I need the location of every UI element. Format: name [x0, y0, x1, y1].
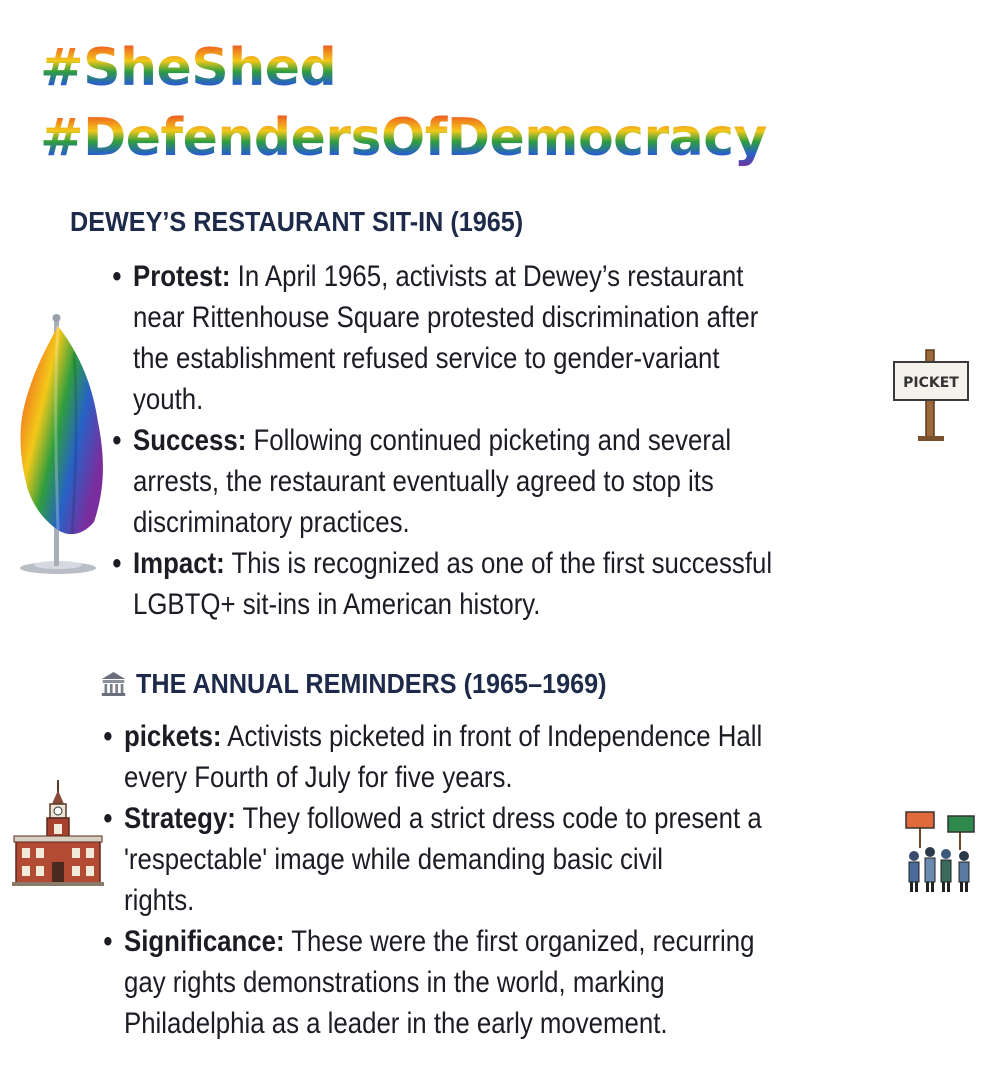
- annual-reminders-bullet-list: [103, 716, 992, 1044]
- bullet-text: rights.: [124, 884, 195, 917]
- section-heading-deweys: DEWEY’S RESTAURANT SIT-IN (1965): [70, 206, 524, 237]
- bullet-text: the establishment refused service to gender-variant: [133, 342, 720, 375]
- bullet-text: LGBTQ+ sit-ins in American history.: [133, 588, 541, 621]
- section-heading-annual-reminders: [100, 668, 607, 700]
- list-item: • Impact: This is recognized as one of the first successful LGBTQ+ sit-ins in American history.: [112, 547, 773, 621]
- bullet-label: Strategy:: [124, 802, 236, 835]
- bullet-text: These were the first organized, recurring: [284, 925, 755, 958]
- bullet-text: Philadelphia as a leader in the early movement.: [124, 1007, 668, 1040]
- bullet-text: This is recognized as one of the first successful: [224, 547, 773, 580]
- bullet-text: youth.: [133, 383, 204, 416]
- picket-sign-text: PICKET: [903, 375, 959, 391]
- rainbow-flag-icon: [14, 312, 114, 580]
- bullet-label: Protest:: [133, 260, 231, 293]
- bullet-text: In April 1965, activists at Dewey’s restaurant: [230, 260, 744, 293]
- bullet-text: discriminatory practices.: [133, 506, 410, 539]
- bullet-text: Activists picketed in front of Independence Hall: [221, 720, 763, 753]
- bullet-label: pickets:: [124, 720, 222, 753]
- hashtag-sheshed: #SheShed: [40, 38, 337, 98]
- list-item: • Success: Following continued picketing and several arrests, the restaurant eventually agreed to stop its discriminatory practices.: [112, 424, 732, 539]
- bullet-label: Success:: [133, 424, 247, 457]
- bullet-label: Significance:: [124, 925, 285, 958]
- bullet-text: arrests, the restaurant eventually agreed to stop its: [133, 465, 714, 498]
- deweys-bullet-list: [112, 256, 992, 625]
- classical-building-icon: [100, 670, 127, 698]
- bullet-text: near Rittenhouse Square protested discrimination after: [133, 301, 759, 334]
- bullet-text: Following continued picketing and several: [246, 424, 732, 457]
- list-item: • Strategy: They followed a strict dress code to present a 'respectable' image while demanding basic civil rights.: [103, 802, 762, 917]
- bullet-label: Impact:: [133, 547, 225, 580]
- bullet-text: gay rights demonstrations in the world, marking: [124, 966, 665, 999]
- list-item: • Protest: In April 1965, activists at Dewey’s restaurant near Rittenhouse Square protested discrimination after the establishment refused service to gender-variant youth.: [112, 260, 759, 416]
- hashtag-defenders-of-democracy: #DefendersOfDemocracy: [40, 108, 767, 168]
- bullet-text: 'respectable' image while demanding basic civil: [124, 843, 664, 876]
- independence-hall-icon: [12, 778, 104, 890]
- section-heading-text: THE ANNUAL REMINDERS (1965–1969): [136, 668, 607, 699]
- list-item: • Significance: These were the first organized, recurring gay rights demonstrations in the world, marking Philadelphia as a leader in the early movement.: [103, 925, 755, 1040]
- protesters-icon: [902, 808, 978, 894]
- picket-sign-icon: [890, 348, 972, 444]
- bullet-text: They followed a strict dress code to present a: [235, 802, 762, 835]
- bullet-text: every Fourth of July for five years.: [124, 761, 513, 794]
- list-item: • pickets: Activists picketed in front of Independence Hall every Fourth of July for five years.: [103, 720, 763, 794]
